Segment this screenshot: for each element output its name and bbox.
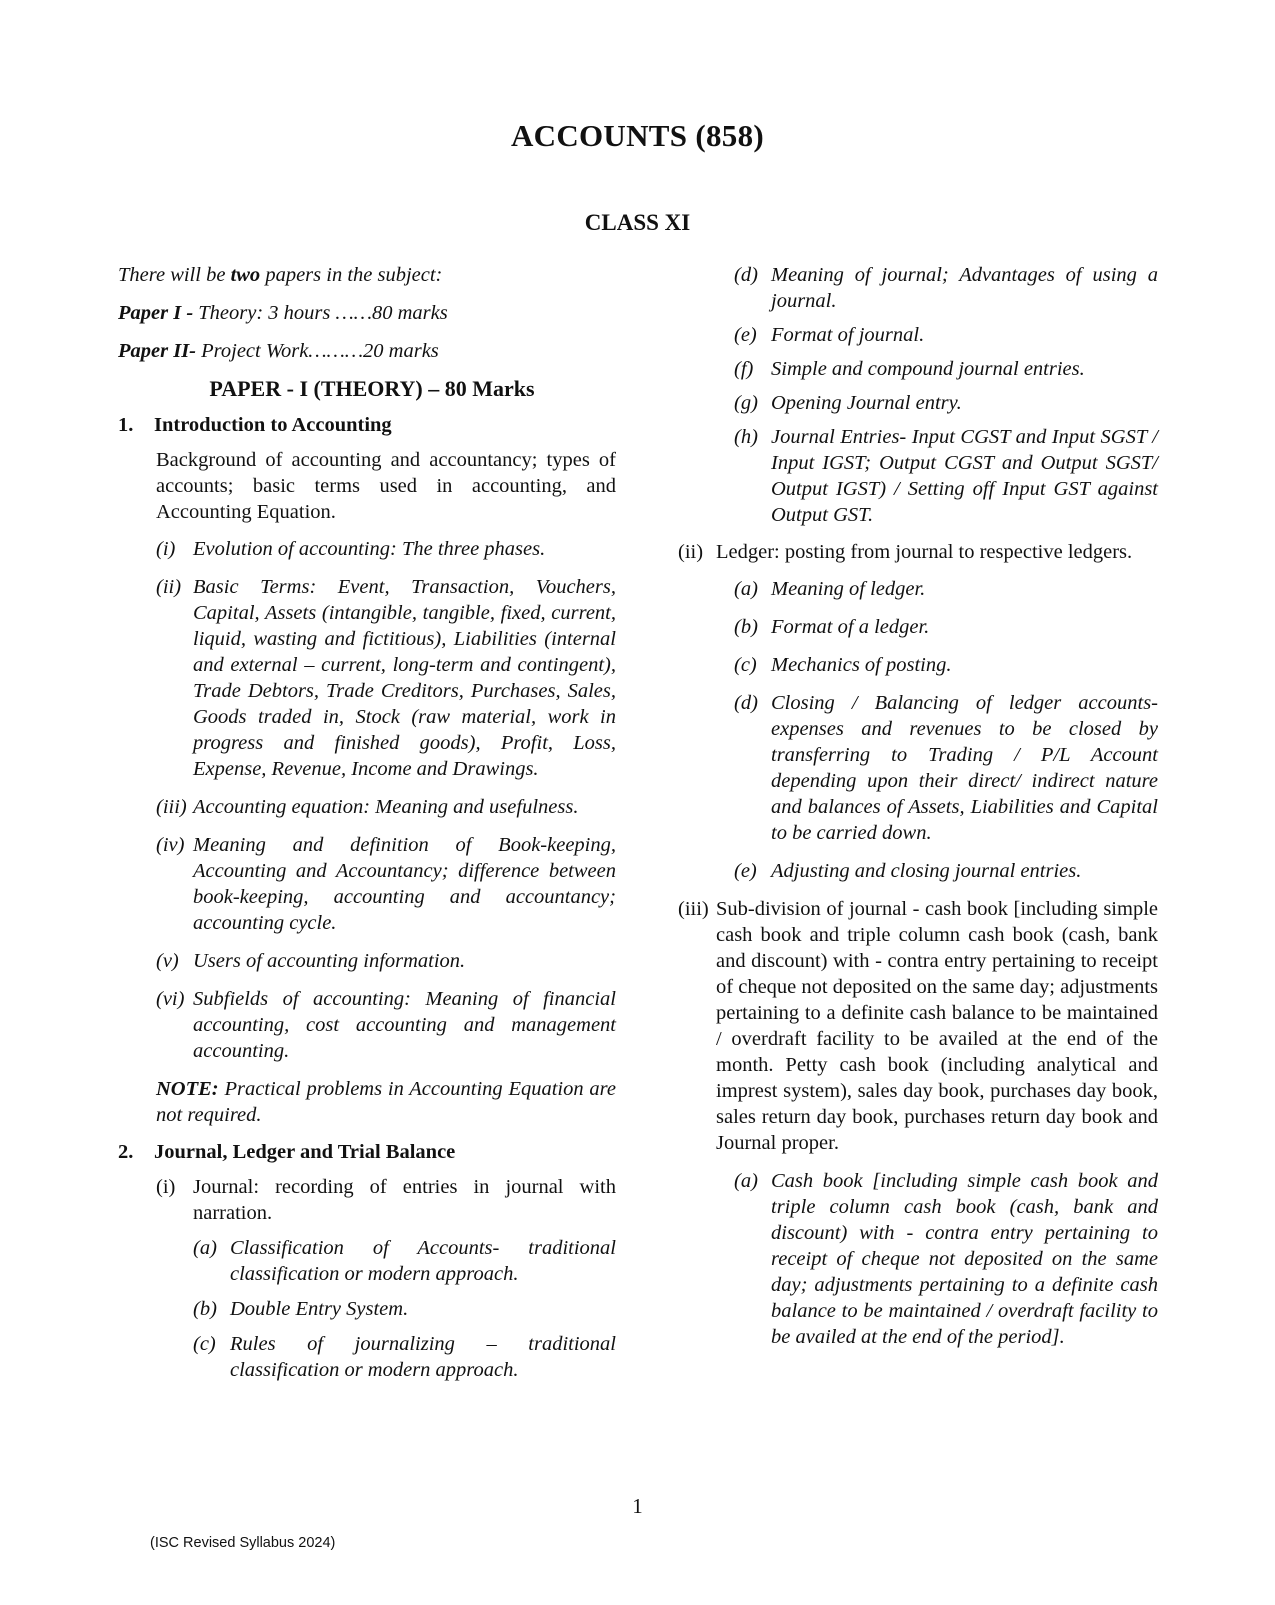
section-2-heading: 2. Journal, Ledger and Trial Balance xyxy=(118,1141,456,1163)
paper-heading: PAPER - I (THEORY) – 80 Marks xyxy=(209,376,535,401)
footer-text: (ISC Revised Syllabus 2024) xyxy=(150,1535,336,1551)
class-heading: CLASS XI xyxy=(584,210,691,235)
section-1-item: (v) Users of accounting information. xyxy=(156,950,466,972)
ledger-subitem: (c) Mechanics of posting. xyxy=(734,654,952,676)
journal-subitem: (f) Simple and compound journal entries. xyxy=(734,358,1085,380)
document-title: ACCOUNTS (858) xyxy=(510,118,765,153)
right-column xyxy=(678,262,1158,1362)
journal-subitem: (b) Double Entry System. xyxy=(193,1298,409,1320)
subdivision-subitem: (a) Cash book [including simple cash book and triple column cash book (cash, bank and discount) with - contra entry pertaining to receipt of cheque not deposited on the same day; adjustments pertaining to a definite cash balance to be maintained / overdraft facility to be availed at the end of the period]. xyxy=(734,1170,1158,1348)
journal-subitem: (g) Opening Journal entry. xyxy=(734,392,962,414)
journal-subitem: (c) Rules of journalizing – traditional classification or modern approach. xyxy=(193,1333,616,1381)
journal-item: (i) Journal: recording of entries in journal with narration. xyxy=(156,1176,616,1224)
section-1-item: (vi) Subfields of accounting: Meaning of financial accounting, cost accounting and management accounting. xyxy=(156,988,616,1062)
ledger-subitem: (d) Closing / Balancing of ledger accounts- expenses and revenues to be closed by transferring to Trading / P/L Account depending upon their direct/ indirect nature and balances of Assets, Liabilities and Capital to be carried down. xyxy=(734,692,1158,844)
section-1-item: (ii) Basic Terms: Event, Transaction, Vouchers, Capital, Assets (intangible, tangible, fixed, current, liquid, wasting and fictitious), Liabilities (internal and external – current, long-term and contingent), Trade Debtors, Trade Creditors, Purchases, Sales, Goods traded in, Stock (raw material, work in progress and finished goods), Profit, Loss, Expense, Revenue, Income and Drawings. xyxy=(156,576,616,780)
section-1-item: (i) Evolution of accounting: The three phases. xyxy=(156,538,546,560)
journal-subitem: (a) Classification of Accounts- traditional classification or modern approach. xyxy=(193,1237,616,1285)
section-1-item: (iv) Meaning and definition of Book-keeping, Accounting and Accountancy; difference between book-keeping, accounting and accountancy; accounting cycle. xyxy=(156,834,616,934)
section-1-note: NOTE: Practical problems in Accounting Equation are not required. xyxy=(156,1078,616,1126)
subdivision-item: (iii) Sub-division of journal - cash book [including simple cash book and triple column cash book (cash, bank and discount) with - contra entry pertaining to receipt of cheque not deposited on the same day; adjustments pertaining to a definite cash balance to be maintained / overdraft facility to be availed at the end of the month. Petty cash book (including analytical and imprest system), sales day book, purchases day book, sales return day book, purchases return day book and Journal proper. xyxy=(678,898,1158,1154)
ledger-subitem: (a) Meaning of ledger. xyxy=(734,578,926,600)
left-column xyxy=(118,262,616,1383)
journal-subitem: (d) Meaning of journal; Advantages of using a journal. xyxy=(734,264,1158,312)
intro-papers-line: There will be two papers in the subject: xyxy=(118,264,443,286)
ledger-subitem: (b) Format of a ledger. xyxy=(734,616,930,638)
section-1-heading: 1. Introduction to Accounting xyxy=(118,414,392,436)
journal-subitem: (h) Journal Entries- Input CGST and Input SGST / Input IGST; Output CGST and Output SGST/ Output IGST) / Setting off Input GST against Output GST. xyxy=(734,426,1158,526)
section-1-item: (iii) Accounting equation: Meaning and usefulness. xyxy=(156,796,579,818)
ledger-item: (ii) Ledger: posting from journal to respective ledgers. xyxy=(678,541,1133,563)
paper1-line: Paper I - Theory: 3 hours ……80 marks xyxy=(118,302,448,324)
paper2-line: Paper II- Project Work………20 marks xyxy=(118,340,439,362)
page-number: 1 xyxy=(632,1494,643,1518)
section-1-description: Background of accounting and accountancy; types of accounts; basic terms used in accounting, and Accounting Equation. xyxy=(156,449,616,523)
ledger-subitem: (e) Adjusting and closing journal entries. xyxy=(734,860,1082,882)
journal-subitem: (e) Format of journal. xyxy=(734,324,925,346)
